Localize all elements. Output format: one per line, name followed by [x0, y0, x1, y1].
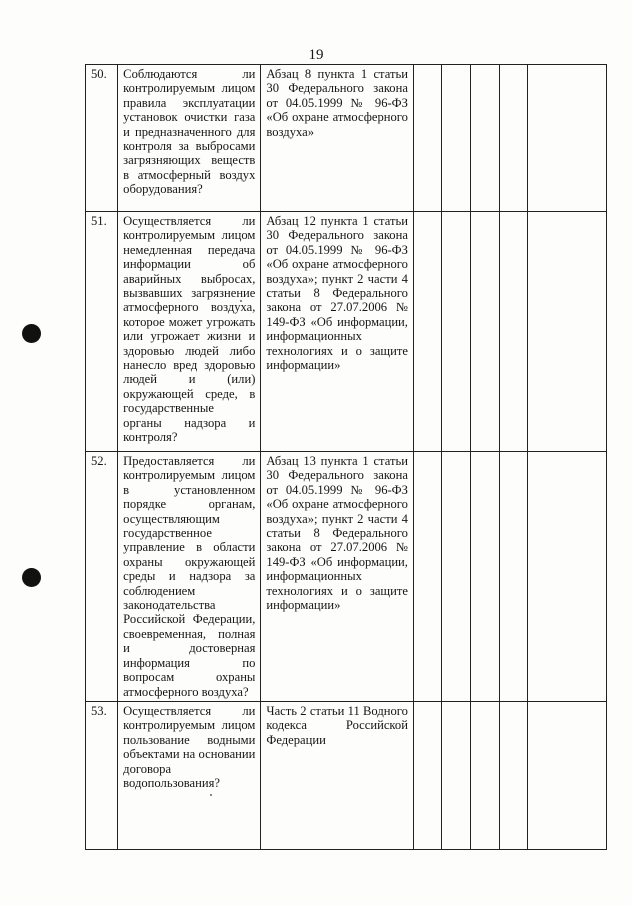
- answer-na-cell[interactable]: [471, 452, 500, 702]
- table-row: [86, 452, 607, 702]
- answer-no-cell[interactable]: [441, 65, 470, 212]
- note-cell[interactable]: [528, 212, 607, 452]
- answer-yes-cell[interactable]: [413, 212, 441, 452]
- answer-yes-cell[interactable]: [413, 701, 441, 849]
- note-cell[interactable]: [528, 701, 607, 849]
- row-number: 53.: [86, 701, 118, 849]
- table-row: [86, 65, 607, 212]
- requirement-question: Осуществляется ли контролируемым лицом пользование водными объектами на основании договора водопользования?: [118, 701, 261, 849]
- answer-na-cell[interactable]: [471, 701, 500, 849]
- legal-basis: Часть 2 статьи 11 Водного кодекса Российской Федерации: [261, 701, 414, 849]
- legal-basis: Абзац 13 пункта 1 статьи 30 Федерального закона от 04.05.1999 № 96-ФЗ «Об охране атмосферного воздуха»; пункт 2 части 4 статьи 8 Федерального закона от 27.07.2006 № 149-ФЗ «Об информации, информационных технологиях и о защите информации»: [261, 452, 414, 702]
- answer-na-cell[interactable]: [471, 212, 500, 452]
- answer-extra-cell[interactable]: [500, 452, 528, 702]
- answer-no-cell[interactable]: [441, 701, 470, 849]
- answer-extra-cell[interactable]: [500, 701, 528, 849]
- requirement-question: Соблюдаются ли контролируемым лицом правила эксплуатации установок очистки газа и предназначенного для контроля за выбросами загрязняющих веществ в атмосферный воздух оборудования?: [118, 65, 261, 212]
- answer-yes-cell[interactable]: [413, 65, 441, 212]
- punch-hole-lower: [22, 568, 41, 587]
- requirement-question: Осуществляется ли контролируемым лицом немедленная передача информации об аварийных выбросах, вызвавших загрязнение атмосферного воздуха, которое может угрожать или угрожает жизни и здоровью людей либо нанесло вред здоровью людей и (или) окружающей среде, в государственные органы надзора и контроля?: [118, 212, 261, 452]
- note-cell[interactable]: [528, 65, 607, 212]
- table-row: [86, 212, 607, 452]
- answer-no-cell[interactable]: [441, 452, 470, 702]
- checklist-table: [85, 64, 607, 850]
- answer-no-cell[interactable]: [441, 212, 470, 452]
- legal-basis: Абзац 12 пункта 1 статьи 30 Федерального закона от 04.05.1999 № 96-ФЗ «Об охране атмосферного воздуха»; пункт 2 части 4 статьи 8 Федерального закона от 27.07.2006 № 149-ФЗ «Об информации, информационных технологиях и о защите информации»: [261, 212, 414, 452]
- table-row: [86, 701, 607, 849]
- answer-extra-cell[interactable]: [500, 65, 528, 212]
- answer-na-cell[interactable]: [471, 65, 500, 212]
- punch-hole-upper: [22, 324, 41, 343]
- requirement-question: Предоставляется ли контролируемым лицом в установленном порядке органам, осуществляющим государственное управление в области охраны окружающей среды и надзора за соблюдением законодательства Российской Федерации, своевременная, полная и достоверная информация по вопросам охраны атмосферного воздуха?: [118, 452, 261, 702]
- row-number: 50.: [86, 65, 118, 212]
- note-cell[interactable]: [528, 452, 607, 702]
- row-number: 51.: [86, 212, 118, 452]
- page-number: 19: [308, 47, 324, 63]
- answer-extra-cell[interactable]: [500, 212, 528, 452]
- answer-yes-cell[interactable]: [413, 452, 441, 702]
- legal-basis: Абзац 8 пункта 1 статьи 30 Федерального закона от 04.05.1999 № 96-ФЗ «Об охране атмосферного воздуха»: [261, 65, 414, 212]
- row-number: 52.: [86, 452, 118, 702]
